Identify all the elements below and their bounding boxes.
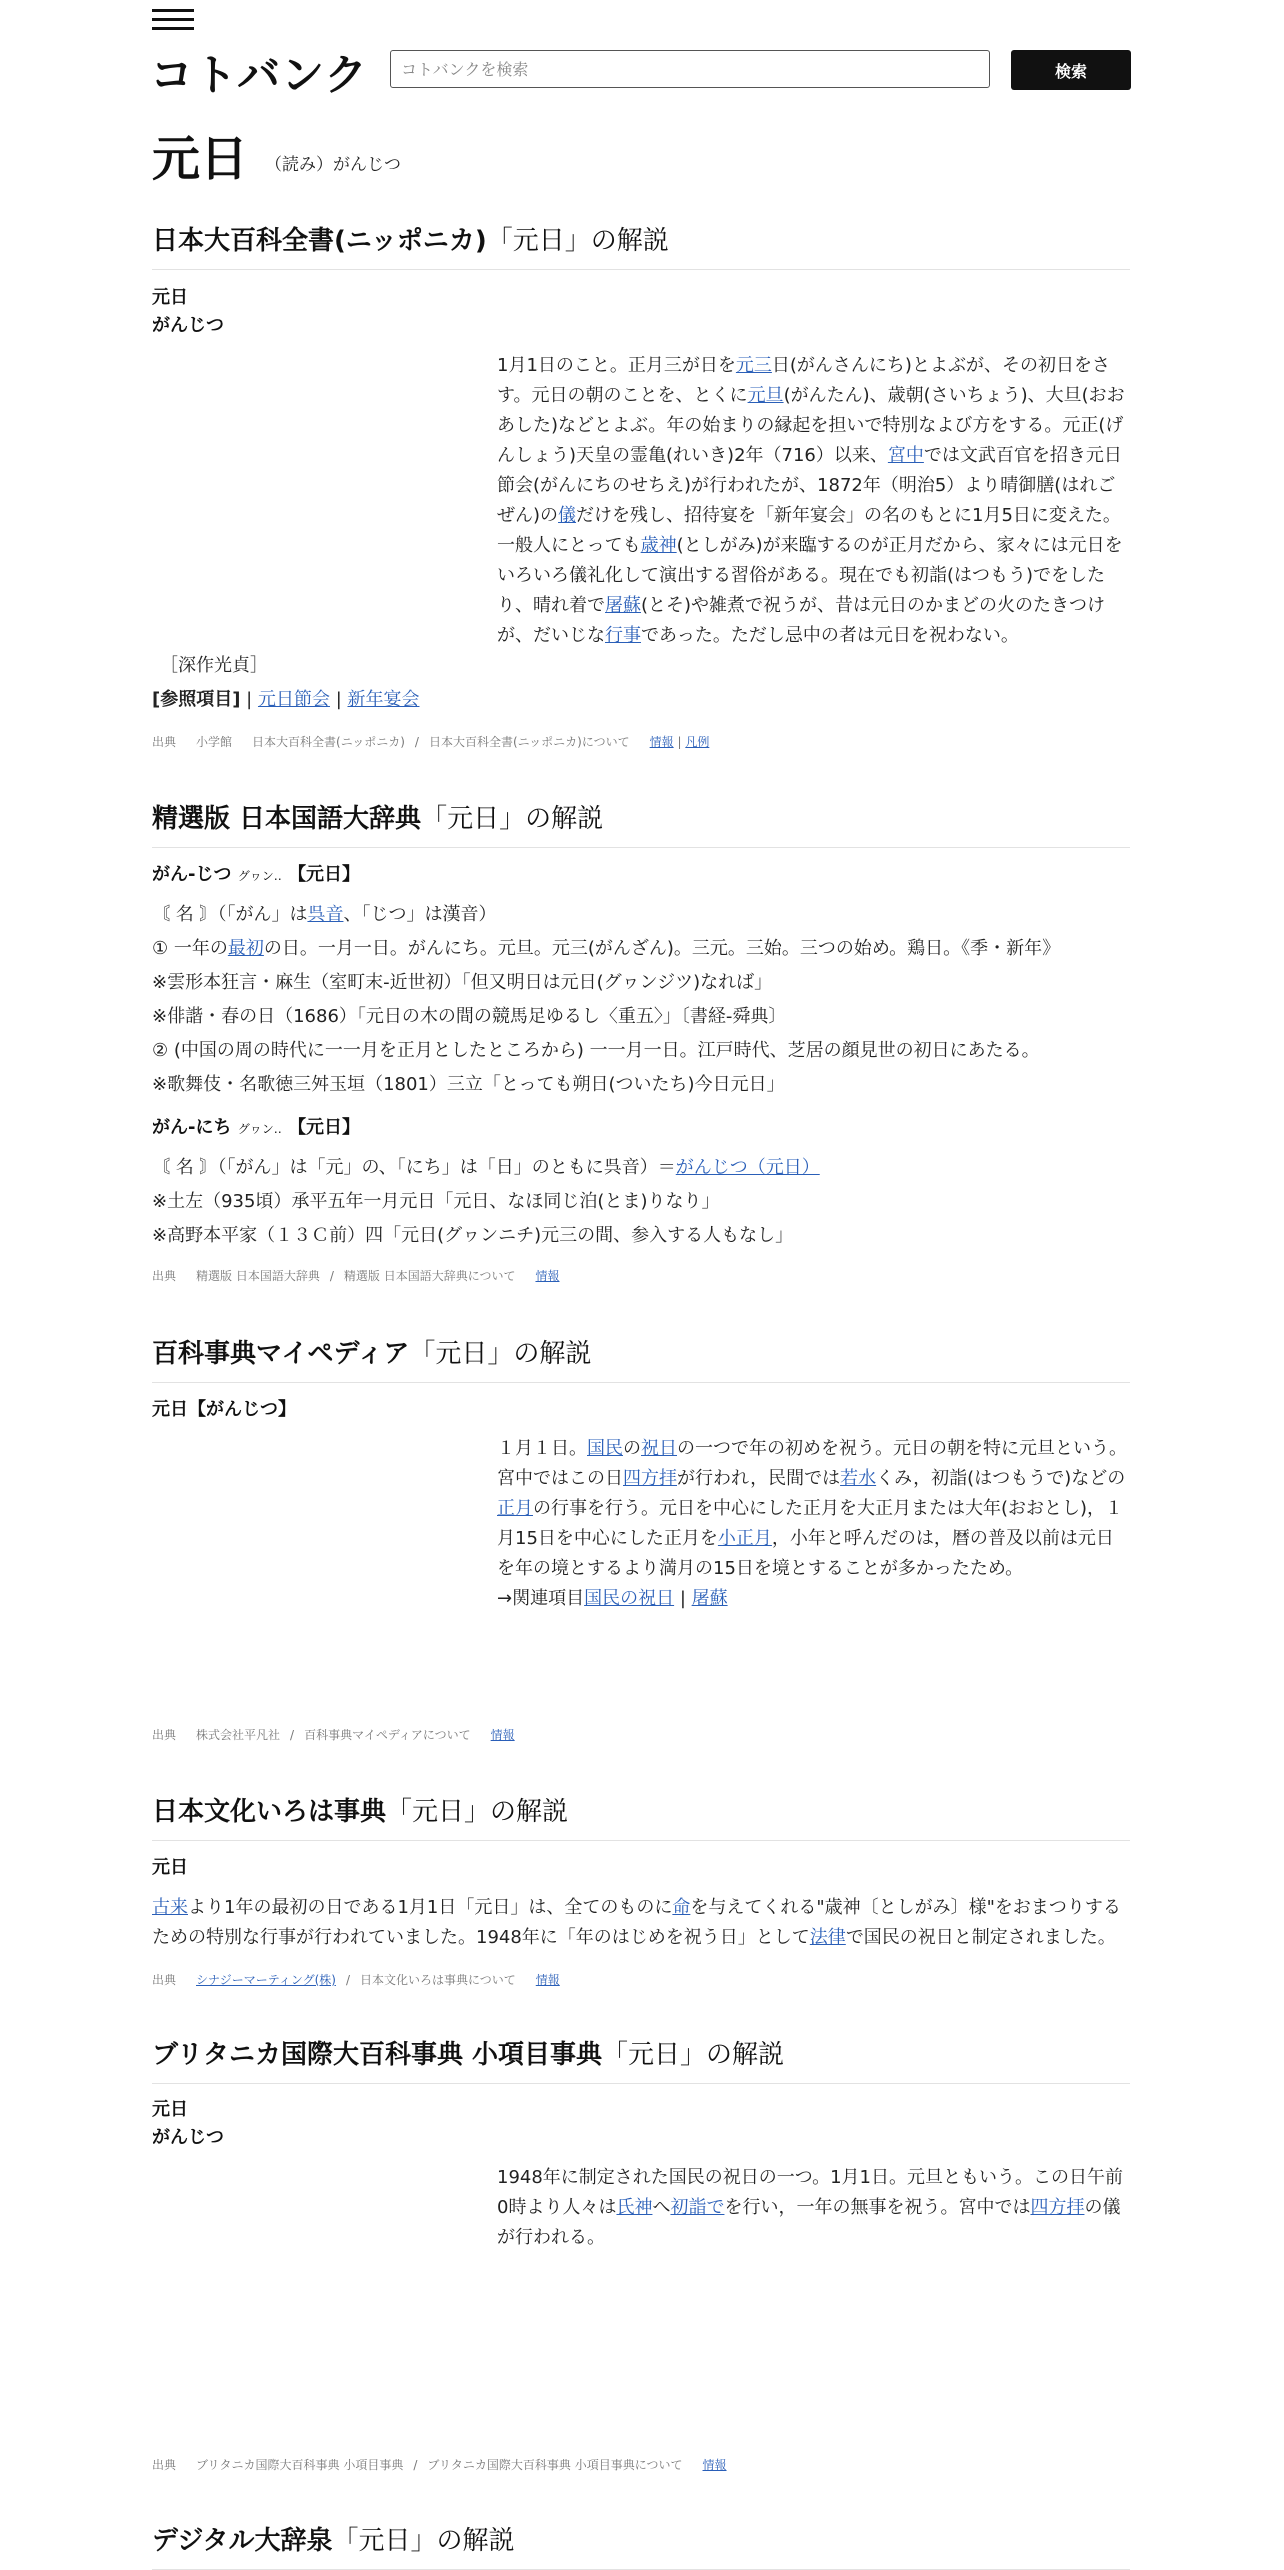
source-book: 日本大百科全書(ニッポニカ) (252, 735, 405, 749)
inline-link[interactable]: 屠蘇 (605, 595, 641, 616)
text-run: で国民の祝日と制定されました。 (845, 1927, 1116, 1948)
entry-reading: がんじつ (152, 2127, 224, 2148)
entry-term: 元日 (152, 1857, 188, 1878)
inline-link[interactable]: 初詣で (670, 2197, 725, 2218)
text-run: では文武百官を招き元日節会(がんにちのせちえ)が行われたが、1872年（明治5）より晴御膳(はれごぜん)の (497, 445, 1122, 526)
related-link[interactable]: 屠蘇 (691, 1588, 728, 1609)
text-run: (とそ)や雑煮で祝うが、昔は元日のかまどの火のたきつけが、だいじな (497, 595, 1106, 646)
entry-term: 元日 (152, 2099, 188, 2120)
definition-line (152, 1187, 1142, 1213)
entry-author: ［深作光貞］ (160, 655, 268, 676)
text-run: ※雲形本狂言・麻生（室町末‐近世初）「但又明日は元日(グヮンジツ)なれば」 (152, 972, 773, 993)
text-run: くみ，初詣(はつもうで)などの (876, 1468, 1126, 1489)
text-run: 〘 名 〙（「がん」は「元」の、「にち」は「日」のともに呉音）＝ (152, 1157, 676, 1178)
heading-suffix: 「元日」の解説 (602, 2040, 785, 2070)
headword: がん‐にち (152, 1117, 232, 1138)
text-run: ※高野本平家（１３Ｃ前）四「元日(グヮンニチ)元三の間、参入する人もなし」 (152, 1225, 794, 1246)
inline-link[interactable]: 行事 (605, 625, 641, 646)
heading-suffix: 「元日」の解説 (421, 804, 604, 834)
inline-link[interactable]: がんじつ（元日） (675, 1157, 820, 1178)
heading-suffix: 「元日」の解説 (486, 226, 669, 256)
page-title: 元日 (152, 131, 249, 187)
text-run: ※土左（935頃）承平五年一月元日「元日、なほ同じ泊(とま)りなり」 (152, 1191, 720, 1212)
definition-line (152, 968, 1142, 994)
heading-source: デジタル大辞泉 (152, 2526, 333, 2556)
definition-line (152, 900, 1142, 926)
definition-line (152, 1153, 1142, 1179)
text-run: の行事を行う。元日を中心にした正月を大正月または大年(おおとし)，１月15日を中心にした正月を (497, 1498, 1124, 1549)
text-run: の日。一月一日。がんにち。元旦。元三(がんざん)。三元。三始。三つの始め。鶏日。《季・新年》 (263, 938, 1061, 959)
text-run: を行い，一年の無事を祝う。宮中では (724, 2197, 1031, 2218)
text-run: が行われ，民間では (677, 1468, 841, 1489)
heading-suffix: 「元日」の解説 (332, 2526, 515, 2556)
site-logo[interactable]: コトバンク (150, 51, 369, 101)
reference-link[interactable]: 新年宴会 (347, 689, 420, 710)
notes-link[interactable]: 凡例 (685, 735, 710, 749)
text-run: の儀が行われる。 (497, 2197, 1121, 2248)
inline-link[interactable]: 氏神 (616, 2197, 653, 2218)
section-heading-mypedia (152, 1333, 1130, 1383)
entry-reading: がんじつ (152, 315, 224, 336)
text-run: (としがみ)が来臨するのが正月だから、家々には元日をいろいろ儀礼化して演出する習俗がある。現在でも初詣(はつもう)でをしたり、晴れ着で (497, 535, 1123, 616)
definition-line (152, 1002, 1142, 1028)
source-line: 出典 ブリタニカ国際大百科事典 小項目事典 / ブリタニカ国際大百科事典 小項目事典について 情報 (152, 2458, 727, 2472)
definition-line (152, 1070, 1142, 1096)
text-run: だけを残し、招待宴を「新年宴会」の名のもとに1月5日に変えた。一般人にとっても (497, 505, 1121, 556)
inline-link[interactable]: 正月 (497, 1498, 533, 1519)
source-publisher: 株式会社平凡社 (196, 1728, 281, 1742)
text-run: ① 一年の (152, 938, 228, 959)
source-line: 出典 精選版 日本国語大辞典 / 精選版 日本国語大辞典について 情報 (152, 1269, 560, 1283)
entry-body: １月１日。国民の祝日の一つで年の初めを祝う。元日の朝を特に元旦という。宮中ではこの日四方拝が行われ，民間では若水くみ，初詣(はつもうで)などの正月の行事を行う。元日を中心にした正月を大正月または大年(おおとし)，１月15日を中心にした正月を小正月，小年と呼んだのは，暦の普及以前は元日を年の境とするより満月の15日を境とすることが多かったため。 →関連項目国民の祝日 | 屠蘇 (497, 1438, 1127, 1609)
source-line: 出典 株式会社平凡社 / 百科事典マイペディアについて 情報 (152, 1728, 515, 1742)
text-run: より1年の最初の日である1月1日「元日」は、全てのものに (188, 1897, 673, 1918)
inline-link[interactable]: 国民 (587, 1438, 623, 1459)
inline-link[interactable]: 法律 (809, 1927, 846, 1948)
text-run: 、「じつ」は漢音） (343, 904, 497, 925)
text-run: の一つで年の初めを祝う。元日の朝を特に元旦という。宮中ではこの日 (497, 1438, 1127, 1489)
search-input[interactable] (390, 50, 990, 88)
source-label: 出典 (152, 735, 177, 749)
heading-source: 日本大百科全書(ニッポニカ) (152, 226, 487, 256)
info-link[interactable]: 情報 (702, 2458, 727, 2472)
source-line: 出典 小学館 日本大百科全書(ニッポニカ) / 日本大百科全書(ニッポニカ)について 情報 | 凡例 (152, 735, 710, 749)
text-run: の (623, 1438, 641, 1459)
source-label: 出典 (152, 1728, 177, 1742)
menu-icon[interactable] (152, 9, 194, 33)
text-run: (がんたん)、歳朝(さいちょう)、大旦(おおあした)などとよぶ。年の始まりの縁起を担いで特別なよび方をする。元正(げんしょう)天皇の霊亀(れいき)2年（716）以来、 (497, 385, 1125, 466)
heading-source: 日本文化いろは事典 (152, 1797, 387, 1827)
source-about: 百科事典マイペディアについて (304, 1728, 471, 1742)
headword-kanji: 【元日】 (288, 864, 361, 885)
info-link[interactable]: 情報 (535, 1973, 560, 1987)
inline-link[interactable]: 小正月 (717, 1528, 772, 1549)
entry-headword (152, 861, 360, 890)
inline-link[interactable]: 宮中 (887, 445, 924, 466)
headword-kana: グヮン‥ (237, 869, 282, 883)
inline-link[interactable]: 元三 (735, 355, 772, 376)
source-about: 日本文化いろは事典について (360, 1973, 516, 1987)
reference-label: [参照項目] (152, 689, 241, 710)
source-about: ブリタニカ国際大百科事典 小項目事典について (427, 2458, 683, 2472)
text-run: ② (中国の周の時代に一一月を正月としたところから) 一一月一日。江戸時代、芝居の顔見世の初日にあたる。 (152, 1040, 1040, 1061)
section-heading-nipponica (152, 220, 1130, 270)
source-about: 日本大百科全書(ニッポニカ)について (428, 735, 630, 749)
source-book: 精選版 日本国語大辞典 (196, 1269, 320, 1283)
search-button[interactable]: 検索 (1011, 50, 1131, 90)
inline-link[interactable]: 四方拝 (1030, 2197, 1085, 2218)
text-run: ※俳諧・春の日（1686）「元日の木の間の競馬足ゆるし〈重五〉」〔書経‐舜典〕 (152, 1006, 787, 1027)
text-run: 日(がんさんにち)とよぶが、その初日をさす。元日の朝のことを、とくに (497, 355, 1110, 406)
inline-link[interactable]: 歳神 (640, 535, 677, 556)
source-label: 出典 (152, 1269, 177, 1283)
text-run: へ (652, 2197, 671, 2218)
section-heading-nikkoku (152, 798, 1130, 848)
source-book: ブリタニカ国際大百科事典 小項目事典 (196, 2458, 404, 2472)
entry-term: 元日【がんじつ】 (152, 1399, 296, 1420)
inline-link[interactable]: 古来 (152, 1897, 188, 1918)
info-link[interactable]: 情報 (649, 735, 674, 749)
text-run: ，小年と呼んだのは，暦の普及以前は元日を年の境とするより満月の15日を境とすることが多かったため。 (497, 1528, 1114, 1579)
info-link[interactable]: 情報 (490, 1728, 515, 1742)
reference-link[interactable]: 元日節会 (257, 689, 330, 710)
text-run: １月１日。 (497, 1438, 587, 1459)
info-link[interactable]: 情報 (535, 1269, 560, 1283)
related-link[interactable]: 国民の祝日 (584, 1588, 675, 1609)
entry-body (152, 1893, 1130, 1953)
text-run: 〘 名 〙（「がん」は (152, 904, 308, 925)
inline-link[interactable]: 呉音 (307, 904, 344, 925)
entry-text (497, 1438, 1127, 1579)
section-heading-britannica (152, 2034, 1130, 2084)
page-reading: （読み）がんじつ (265, 155, 401, 175)
definition-line (152, 1221, 1142, 1247)
headword: がん‐じつ (152, 864, 232, 885)
headword-kanji: 【元日】 (288, 1117, 361, 1138)
inline-link[interactable]: 四方拝 (623, 1468, 677, 1489)
inline-link[interactable]: 元旦 (747, 385, 784, 406)
related-label: →関連項目 (497, 1588, 585, 1609)
heading-source: 精選版 日本国語大辞典 (152, 804, 422, 834)
source-about: 精選版 日本国語大辞典について (343, 1269, 516, 1283)
inline-link[interactable]: 最初 (227, 938, 264, 959)
inline-link[interactable]: 命 (672, 1897, 691, 1918)
text-run: 1月1日のこと。正月三が日を (497, 355, 736, 376)
source-line: 出典 シナジーマーティング(株) / 日本文化いろは事典について 情報 (152, 1973, 560, 1987)
heading-source: ブリタニカ国際大百科事典 小項目事典 (152, 2040, 603, 2070)
section-heading-daijisen (152, 2520, 1130, 2570)
text-run: 1948年に制定された国民の祝日の一つ。1月1日。元旦ともいう。この日午前0時より人々は (497, 2167, 1123, 2218)
definition-line (152, 1036, 1142, 1062)
entry-term: 元日 (152, 287, 188, 308)
inline-link[interactable]: 儀 (558, 505, 577, 526)
inline-link[interactable]: 若水 (840, 1468, 877, 1489)
heading-source: 百科事典マイペディア (152, 1339, 410, 1369)
reference-links: [参照項目] | 元日節会 | 新年宴会 (152, 689, 420, 710)
source-label: 出典 (152, 2458, 177, 2472)
text-run: ※歌舞伎・名歌徳三舛玉垣（1801）三立「とっても朔日(ついたち)今日元日」 (152, 1074, 785, 1095)
source-publisher: 小学館 (196, 735, 233, 749)
headword-kana: グヮン‥ (237, 1122, 282, 1136)
entry-headword (152, 1114, 360, 1143)
definition-line (152, 934, 1142, 960)
entry-body (497, 2163, 1131, 2253)
inline-link[interactable]: 祝日 (641, 1438, 677, 1459)
heading-suffix: 「元日」の解説 (386, 1797, 569, 1827)
text-run: であった。ただし忌中の者は元日を祝わない。 (641, 625, 1019, 646)
source-publisher-link[interactable]: シナジーマーティング(株) (196, 1973, 336, 1987)
entry-body (497, 351, 1131, 651)
text-run: を与えてくれる"歳神〔としがみ〕様"をおまつりするための特別な行事が行われていました。1948年に「年のはじめを祝う日」として (152, 1897, 1121, 1948)
section-heading-iroha (152, 1791, 1130, 1841)
heading-suffix: 「元日」の解説 (409, 1339, 592, 1369)
source-label: 出典 (152, 1973, 177, 1987)
